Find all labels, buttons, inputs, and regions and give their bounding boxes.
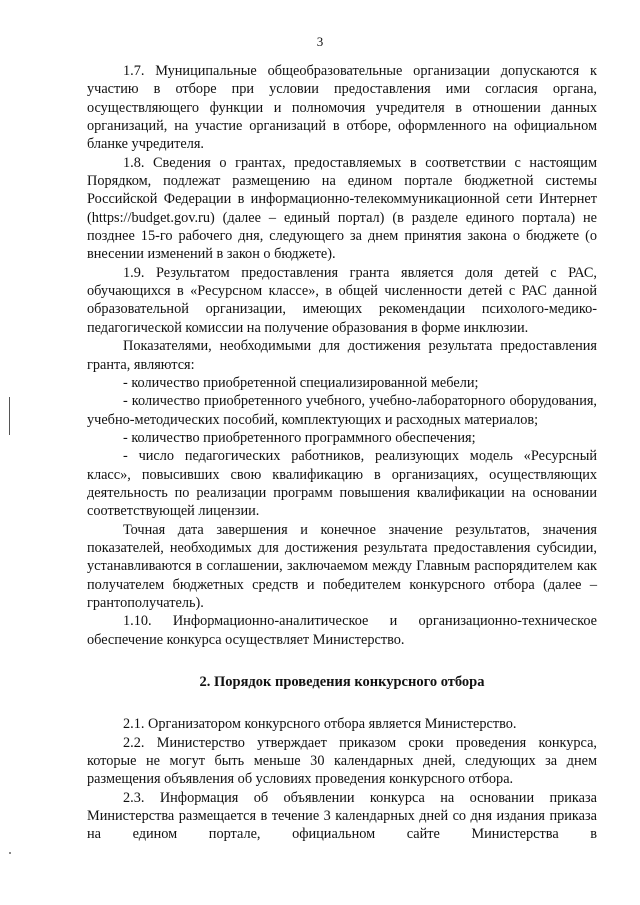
bullet-item: - количество приобретенного учебного, учебно-лабораторного оборудования, учебно-методических пособий, комплектующих и расходных материалов;: [87, 393, 597, 428]
margin-dot: [9, 852, 11, 854]
paragraph-2-2: 2.2. Министерство утверждает приказом сроки проведения конкурса, которые не могут быть меньше 30 календарных дней, следующих за днем размещения объявления об условиях проведения конкурсного отбора.: [87, 734, 597, 788]
bullet-item: - количество приобретенного программного обеспечения;: [123, 429, 476, 446]
section-heading: 2. Порядок проведения конкурсного отбора: [199, 674, 485, 690]
paragraph-1-8: 1.8. Сведения о грантах, предоставляемых в соответствии с настоящим Порядком, подлежат размещению на едином портале бюджетной системы Российской Федерации в информационно-телекоммуникационной сети Интернет (https://budget.gov.ru) (далее – единый портал) (в разделе единого портала) не позднее 15-го рабочего дня, следующего за днем принятия закона о бюджете (о внесении изменений в закон о бюджете).: [87, 154, 597, 263]
page-number: 3: [316, 34, 324, 49]
paragraph-1-7: 1.7. Муниципальные общеобразовательные организации допускаются к участию в отборе при условии предоставления ими согласия органа, осуществляющего функции и полномочия учредителя в отношении данных организаций, на участие организаций в отборе, оформленного на официальном бланке учредителя.: [87, 63, 597, 153]
paragraph-2-1: 2.1. Организатором конкурсного отбора является Министерство.: [123, 716, 517, 733]
bullet-item: - число педагогических работников, реализующих модель «Ресурсный класс», повысивших свою квалификацию в организациях, осуществляющих деятельность по реализации программ повышения квалификации на основании соответствующей лицензии.: [87, 448, 597, 520]
margin-mark: [9, 397, 10, 435]
bullet-item: - количество приобретенной специализированной мебели;: [123, 374, 479, 391]
document-body: [87, 62, 597, 844]
results-paragraph: Точная дата завершения и конечное значение результатов, значения показателей, необходимых для достижения результата предоставления субсидии, устанавливаются в соглашении, заключаемом между Главным распорядителем как получателем бюджетных средств и победителем конкурсного отбора (далее – грантополучатель).: [87, 521, 597, 611]
paragraph-2-3: 2.3. Информация об объявлении конкурса на основании приказа Министерства размещается в течение 3 календарных дней со дня издания приказа на едином портале, официальном сайте Министерства в: [87, 789, 597, 843]
paragraph-1-9: 1.9. Результатом предоставления гранта является доля детей с РАС, обучающихся в «Ресурсном классе», в общей численности детей с РАС данной образовательной организации, имеющих рекомендации психолого-медико-педагогической комиссии на получение образования в форме инклюзии.: [87, 264, 597, 336]
indicators-intro: Показателями, необходимыми для достижения результата предоставления гранта, являются:: [87, 338, 597, 373]
paragraph-1-10: 1.10. Информационно-аналитическое и организационно-техническое обеспечение конкурса осуществляет Министерство.: [87, 613, 597, 648]
